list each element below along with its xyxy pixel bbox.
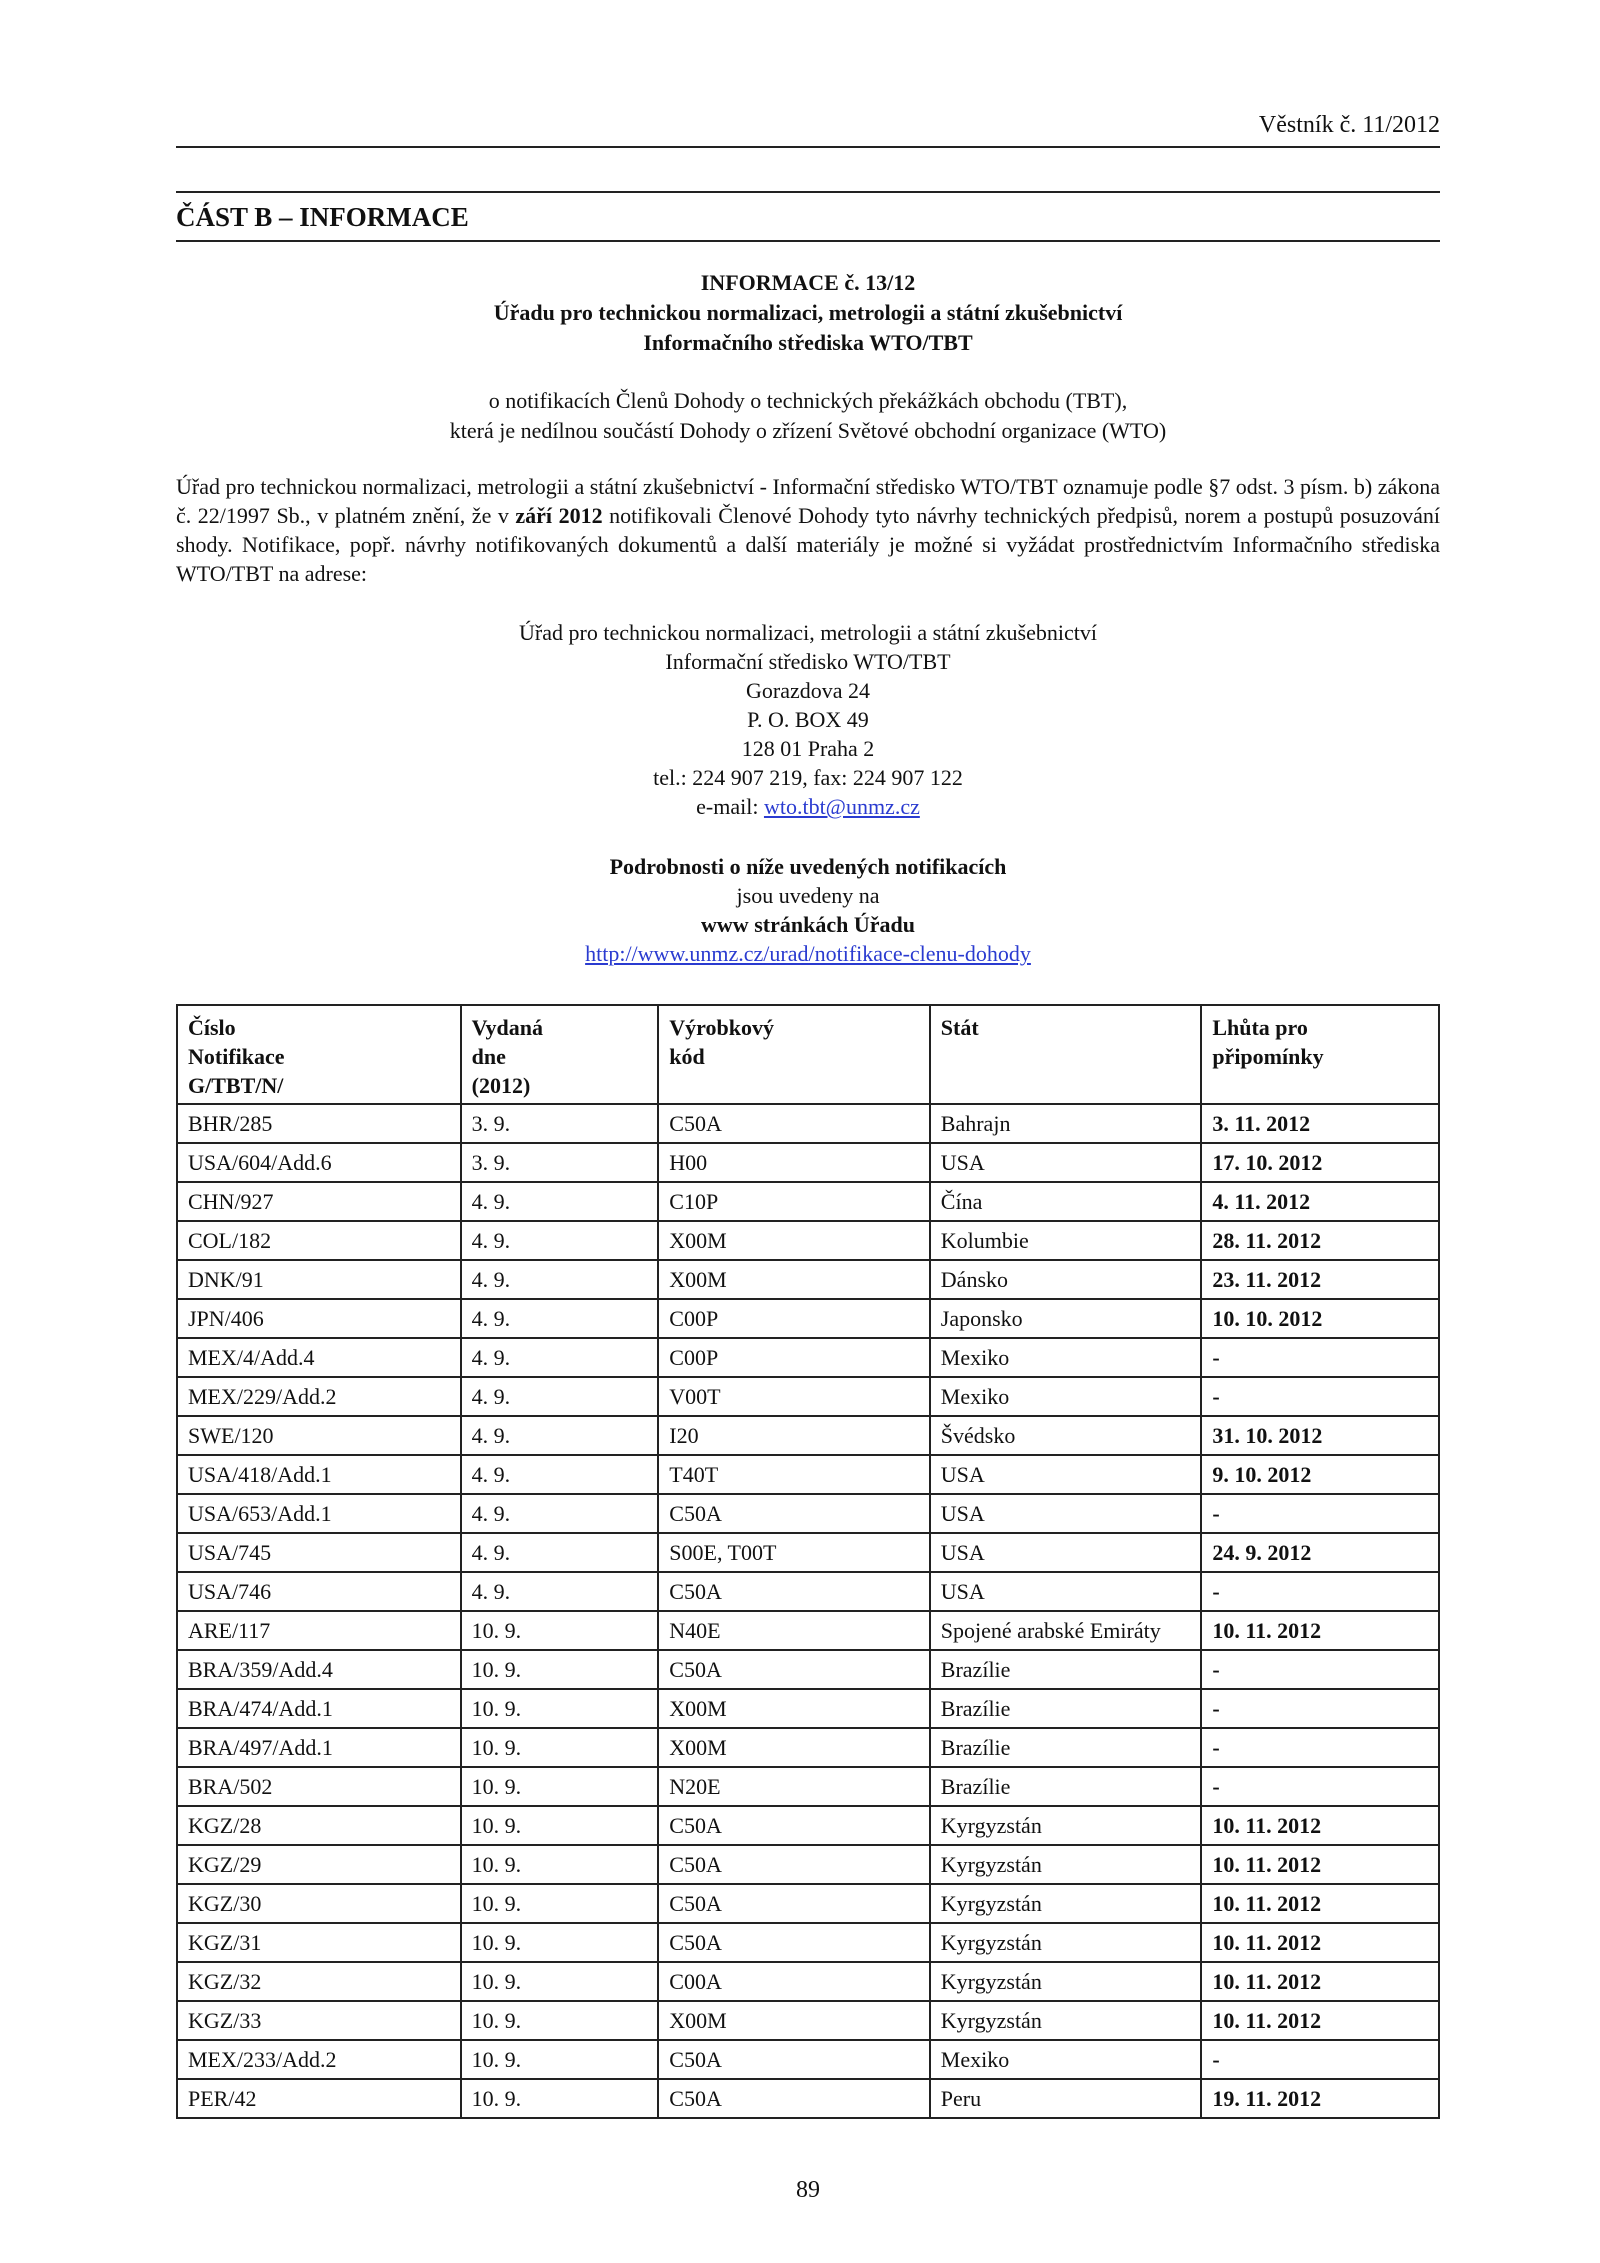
cell-notification-number: COL/182	[177, 1221, 461, 1260]
details-line-1: Podrobnosti o níže uvedených notifikacích	[609, 854, 1007, 879]
table-row	[177, 1104, 1439, 1143]
cell-issued-date: 10. 9.	[461, 1611, 659, 1650]
intro-text-2: notifikovali Členové Dohody tyto návrhy technických předpisů, norem a postupů posuzování shody. Notifikace, popř. návrhy notifikovaných dokumentů a další materiály je možné si vyžádat prostřednictvím Informačního střediska WTO/TBT na adrese:	[176, 503, 1440, 586]
cell-comment-deadline: 23. 11. 2012	[1201, 1260, 1439, 1299]
cell-notification-number: MEX/233/Add.2	[177, 2040, 461, 2079]
table-row	[177, 1923, 1439, 1962]
cell-notification-number: BRA/502	[177, 1767, 461, 1806]
cell-issued-date: 4. 9.	[461, 1494, 659, 1533]
cell-country: USA	[930, 1572, 1202, 1611]
cell-product-code: X00M	[658, 1728, 930, 1767]
cell-product-code: C00P	[658, 1338, 930, 1377]
table-row	[177, 1377, 1439, 1416]
cell-product-code: C50A	[658, 2040, 930, 2079]
cell-comment-deadline: 9. 10. 2012	[1201, 1455, 1439, 1494]
cell-issued-date: 4. 9.	[461, 1299, 659, 1338]
cell-notification-number: BRA/497/Add.1	[177, 1728, 461, 1767]
cell-comment-deadline: 24. 9. 2012	[1201, 1533, 1439, 1572]
cell-comment-deadline: 4. 11. 2012	[1201, 1182, 1439, 1221]
cell-issued-date: 4. 9.	[461, 1377, 659, 1416]
cell-issued-date: 4. 9.	[461, 1572, 659, 1611]
cell-country: Kyrgyzstán	[930, 1962, 1202, 2001]
cell-notification-number: KGZ/28	[177, 1806, 461, 1845]
cell-country: Peru	[930, 2079, 1202, 2118]
cell-country: Mexiko	[930, 1377, 1202, 1416]
cell-product-code: V00T	[658, 1377, 930, 1416]
cell-product-code: C10P	[658, 1182, 930, 1221]
cell-comment-deadline: 10. 11. 2012	[1201, 1806, 1439, 1845]
notifications-table	[176, 1004, 1440, 2119]
section-top-rule	[176, 191, 1440, 193]
cell-notification-number: USA/745	[177, 1533, 461, 1572]
cell-comment-deadline: -	[1201, 1572, 1439, 1611]
cell-country: USA	[930, 1143, 1202, 1182]
cell-comment-deadline: -	[1201, 1767, 1439, 1806]
cell-notification-number: BRA/474/Add.1	[177, 1689, 461, 1728]
address-line-5: 128 01 Praha 2	[741, 736, 875, 761]
cell-country: Mexiko	[930, 2040, 1202, 2079]
cell-product-code: C50A	[658, 1572, 930, 1611]
header-notification-number: Číslo Notifikace G/TBT/N/	[177, 1005, 461, 1104]
address-email-line	[176, 792, 1440, 821]
cell-country: Mexiko	[930, 1338, 1202, 1377]
page-number: 89	[796, 2177, 820, 2203]
address-line-2: Informační středisko WTO/TBT	[665, 649, 951, 674]
cell-comment-deadline: 19. 11. 2012	[1201, 2079, 1439, 2118]
information-number: INFORMACE č. 13/12	[700, 270, 916, 295]
table-row	[177, 1260, 1439, 1299]
cell-country: Kyrgyzstán	[930, 1884, 1202, 1923]
header-country: Stát	[930, 1005, 1202, 1104]
cell-country: Brazílie	[930, 1728, 1202, 1767]
cell-country: Kyrgyzstán	[930, 2001, 1202, 2040]
cell-comment-deadline: 10. 11. 2012	[1201, 1884, 1439, 1923]
cell-issued-date: 10. 9.	[461, 1689, 659, 1728]
cell-notification-number: USA/418/Add.1	[177, 1455, 461, 1494]
table-row	[177, 1572, 1439, 1611]
details-line-2: jsou uvedeny na	[736, 883, 880, 908]
cell-notification-number: MEX/4/Add.4	[177, 1338, 461, 1377]
cell-product-code: T40T	[658, 1455, 930, 1494]
table-row	[177, 1689, 1439, 1728]
address-phone: tel.: 224 907 219, fax: 224 907 122	[653, 765, 963, 790]
cell-issued-date: 4. 9.	[461, 1416, 659, 1455]
cell-product-code: C50A	[658, 1650, 930, 1689]
cell-country: Brazílie	[930, 1650, 1202, 1689]
intro-text-1: Úřad pro technickou normalizaci, metrologii a státní zkušebnictví - Informační středisko WTO/TBT oznamuje podle §7 odst. 3 písm. b) zákona č. 22/1997 Sb., v platném znění, že v	[176, 474, 1440, 528]
cell-comment-deadline: -	[1201, 1377, 1439, 1416]
table-row	[177, 1767, 1439, 1806]
cell-product-code: C50A	[658, 1806, 930, 1845]
intro-month: září 2012	[515, 503, 603, 528]
cell-comment-deadline: 31. 10. 2012	[1201, 1416, 1439, 1455]
cell-country: USA	[930, 1533, 1202, 1572]
cell-issued-date: 10. 9.	[461, 1845, 659, 1884]
cell-notification-number: DNK/91	[177, 1260, 461, 1299]
details-url-link[interactable]: http://www.unmz.cz/urad/notifikace-clenu-dohody	[585, 941, 1031, 966]
cell-comment-deadline: -	[1201, 1650, 1439, 1689]
cell-product-code: X00M	[658, 1260, 930, 1299]
journal-header: Věstník č. 11/2012	[1258, 112, 1440, 138]
cell-country: Čína	[930, 1182, 1202, 1221]
cell-notification-number: PER/42	[177, 2079, 461, 2118]
cell-product-code: C50A	[658, 1923, 930, 1962]
cell-country: Japonsko	[930, 1299, 1202, 1338]
address-block	[176, 618, 1440, 821]
cell-country: Dánsko	[930, 1260, 1202, 1299]
cell-product-code: C50A	[658, 1884, 930, 1923]
cell-country: Švédsko	[930, 1416, 1202, 1455]
subject-line-2: která je nedílnou součástí Dohody o zřízení Světové obchodní organizace (WTO)	[449, 418, 1167, 443]
cell-issued-date: 4. 9.	[461, 1533, 659, 1572]
cell-product-code: X00M	[658, 1689, 930, 1728]
address-line-1: Úřad pro technickou normalizaci, metrologii a státní zkušebnictví	[519, 620, 1097, 645]
table-row	[177, 1962, 1439, 2001]
cell-issued-date: 10. 9.	[461, 1650, 659, 1689]
cell-issued-date: 10. 9.	[461, 1728, 659, 1767]
header-rule	[176, 146, 1440, 148]
office-name: Úřadu pro technickou normalizaci, metrologii a státní zkušebnictví	[493, 300, 1123, 325]
table-row	[177, 1143, 1439, 1182]
table-row	[177, 1845, 1439, 1884]
cell-product-code: C50A	[658, 1104, 930, 1143]
table-row	[177, 1884, 1439, 1923]
cell-issued-date: 3. 9.	[461, 1104, 659, 1143]
cell-issued-date: 10. 9.	[461, 1923, 659, 1962]
cell-product-code: N20E	[658, 1767, 930, 1806]
cell-notification-number: KGZ/29	[177, 1845, 461, 1884]
cell-comment-deadline: 10. 11. 2012	[1201, 2001, 1439, 2040]
cell-country: USA	[930, 1455, 1202, 1494]
cell-product-code: C50A	[658, 2079, 930, 2118]
cell-product-code: C50A	[658, 1845, 930, 1884]
table-row	[177, 1182, 1439, 1221]
table-row	[177, 1728, 1439, 1767]
email-link[interactable]: wto.tbt@unmz.cz	[763, 794, 920, 819]
title-block	[176, 268, 1440, 358]
cell-country: USA	[930, 1494, 1202, 1533]
cell-country: Brazílie	[930, 1767, 1202, 1806]
cell-country: Kyrgyzstán	[930, 1845, 1202, 1884]
cell-issued-date: 4. 9.	[461, 1260, 659, 1299]
cell-product-code: I20	[658, 1416, 930, 1455]
cell-issued-date: 10. 9.	[461, 1806, 659, 1845]
cell-notification-number: BHR/285	[177, 1104, 461, 1143]
table-row	[177, 1806, 1439, 1845]
cell-notification-number: KGZ/31	[177, 1923, 461, 1962]
cell-notification-number: USA/604/Add.6	[177, 1143, 461, 1182]
cell-issued-date: 10. 9.	[461, 2079, 659, 2118]
cell-notification-number: SWE/120	[177, 1416, 461, 1455]
cell-product-code: H00	[658, 1143, 930, 1182]
centre-name: Informačního střediska WTO/TBT	[643, 330, 973, 355]
email-prefix: e-mail:	[696, 794, 764, 819]
cell-product-code: X00M	[658, 2001, 930, 2040]
cell-comment-deadline: 28. 11. 2012	[1201, 1221, 1439, 1260]
table-row	[177, 2001, 1439, 2040]
table-row	[177, 1299, 1439, 1338]
table-row	[177, 1338, 1439, 1377]
table-row	[177, 1455, 1439, 1494]
cell-issued-date: 4. 9.	[461, 1338, 659, 1377]
cell-notification-number: KGZ/32	[177, 1962, 461, 2001]
cell-comment-deadline: 3. 11. 2012	[1201, 1104, 1439, 1143]
section-bottom-rule	[176, 240, 1440, 242]
cell-product-code: C00P	[658, 1299, 930, 1338]
cell-comment-deadline: -	[1201, 2040, 1439, 2079]
cell-product-code: X00M	[658, 1221, 930, 1260]
table-header-row	[177, 1005, 1439, 1104]
cell-country: Kolumbie	[930, 1221, 1202, 1260]
cell-notification-number: BRA/359/Add.4	[177, 1650, 461, 1689]
header-comment-deadline: Lhůta pro připomínky	[1201, 1005, 1439, 1104]
cell-notification-number: USA/746	[177, 1572, 461, 1611]
cell-comment-deadline: 10. 11. 2012	[1201, 1611, 1439, 1650]
cell-comment-deadline: -	[1201, 1728, 1439, 1767]
cell-country: Spojené arabské Emiráty	[930, 1611, 1202, 1650]
details-line-3: www stránkách Úřadu	[701, 912, 915, 937]
section-title: ČÁST B – INFORMACE	[176, 202, 469, 232]
cell-issued-date: 10. 9.	[461, 1962, 659, 2001]
cell-notification-number: MEX/229/Add.2	[177, 1377, 461, 1416]
table-body	[177, 1104, 1439, 2118]
table-row	[177, 2040, 1439, 2079]
cell-issued-date: 10. 9.	[461, 1884, 659, 1923]
cell-issued-date: 10. 9.	[461, 1767, 659, 1806]
cell-country: Kyrgyzstán	[930, 1806, 1202, 1845]
table-row	[177, 1221, 1439, 1260]
cell-comment-deadline: -	[1201, 1494, 1439, 1533]
table-row	[177, 1611, 1439, 1650]
header-issued-date: Vydaná dne (2012)	[461, 1005, 659, 1104]
table-row	[177, 1494, 1439, 1533]
cell-issued-date: 4. 9.	[461, 1455, 659, 1494]
cell-notification-number: JPN/406	[177, 1299, 461, 1338]
cell-issued-date: 10. 9.	[461, 2040, 659, 2079]
table-row	[177, 1416, 1439, 1455]
cell-notification-number: USA/653/Add.1	[177, 1494, 461, 1533]
cell-comment-deadline: 10. 11. 2012	[1201, 1962, 1439, 2001]
cell-product-code: S00E, T00T	[658, 1533, 930, 1572]
table-row	[177, 1650, 1439, 1689]
intro-paragraph	[176, 472, 1440, 588]
cell-issued-date: 10. 9.	[461, 2001, 659, 2040]
cell-issued-date: 4. 9.	[461, 1182, 659, 1221]
cell-product-code: C00A	[658, 1962, 930, 2001]
cell-comment-deadline: 10. 11. 2012	[1201, 1923, 1439, 1962]
subject-line-1: o notifikacích Členů Dohody o technických překážkách obchodu (TBT),	[488, 388, 1128, 413]
table-row	[177, 1533, 1439, 1572]
cell-notification-number: KGZ/30	[177, 1884, 461, 1923]
cell-country: Brazílie	[930, 1689, 1202, 1728]
cell-notification-number: KGZ/33	[177, 2001, 461, 2040]
cell-notification-number: CHN/927	[177, 1182, 461, 1221]
details-block	[176, 852, 1440, 968]
cell-comment-deadline: -	[1201, 1689, 1439, 1728]
cell-comment-deadline: 10. 10. 2012	[1201, 1299, 1439, 1338]
cell-country: Bahrajn	[930, 1104, 1202, 1143]
cell-comment-deadline: -	[1201, 1338, 1439, 1377]
address-line-3: Gorazdova 24	[745, 678, 870, 703]
subject-block	[176, 386, 1440, 446]
header-product-code: Výrobkový kód	[658, 1005, 930, 1104]
table-row	[177, 2079, 1439, 2118]
cell-comment-deadline: 10. 11. 2012	[1201, 1845, 1439, 1884]
cell-product-code: C50A	[658, 1494, 930, 1533]
cell-product-code: N40E	[658, 1611, 930, 1650]
cell-issued-date: 3. 9.	[461, 1143, 659, 1182]
cell-comment-deadline: 17. 10. 2012	[1201, 1143, 1439, 1182]
address-line-4: P. O. BOX 49	[747, 707, 869, 732]
cell-issued-date: 4. 9.	[461, 1221, 659, 1260]
cell-country: Kyrgyzstán	[930, 1923, 1202, 1962]
cell-notification-number: ARE/117	[177, 1611, 461, 1650]
